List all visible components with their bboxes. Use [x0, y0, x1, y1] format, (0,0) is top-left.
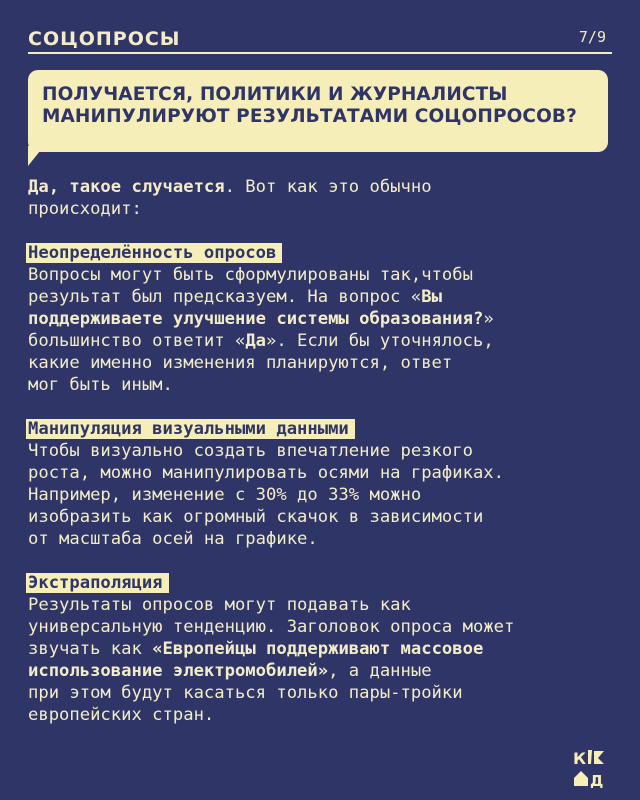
brand-logo — [572, 748, 606, 788]
section-extrapolation — [28, 572, 618, 726]
body-line: Чтобы визуально создать впечатление резкого — [28, 441, 473, 461]
question-line-1: ПОЛУЧАЕТСЯ, ПОЛИТИКИ И ЖУРНАЛИСТЫ — [42, 84, 508, 105]
body-line: поддерживаете улучшение системы образования?» — [28, 309, 494, 329]
body-line: от масштаба осей на графике. — [28, 529, 318, 549]
body-line: какие именно изменения планируются, ответ — [28, 353, 453, 373]
body-line: Вопросы могут быть сформулированы так,чтобы — [28, 265, 473, 285]
intro-line-2: происходит: — [28, 199, 142, 219]
section-uncertainty — [28, 242, 618, 396]
body-line: звучать как «Европейцы поддерживают массовое — [28, 639, 484, 659]
bubble-tail — [28, 146, 56, 166]
body-line: изобразить как огромный скачок в зависимости — [28, 507, 484, 527]
question-line-2: МАНИПУЛИРУЮТ РЕЗУЛЬТАТАМИ СОЦОПРОСОВ? — [42, 106, 577, 127]
intro-line-1 — [28, 176, 618, 198]
body-line: при этом будут касаться только пары-тройки — [28, 683, 463, 703]
body-line: мог быть иным. — [28, 375, 173, 395]
page-counter: 7/9 — [578, 28, 606, 46]
intro-bold: Да, такое случается — [28, 177, 225, 197]
logo-letter-top: К — [573, 749, 587, 768]
answer-content — [28, 176, 618, 726]
intro-rest: . Вот как это обычно — [224, 177, 432, 197]
logo-letter-bottom: Д — [590, 772, 604, 788]
section-heading: Неопределённость опросов — [26, 243, 282, 263]
body-line: большинство ответит «Да». Если бы уточнялось, — [28, 331, 494, 351]
section-visual-manipulation — [28, 418, 618, 550]
body-line: результат был предсказуем. На вопрос «Вы — [28, 287, 442, 307]
body-line: европейских стран. — [28, 705, 215, 725]
section-heading: Экстраполяция — [26, 573, 169, 593]
body-line: Результаты опросов могут подавать как — [28, 595, 411, 615]
body-line: роста, можно манипулировать осями на графиках. — [28, 463, 504, 483]
section-heading: Манипуляция визуальными данными — [26, 419, 355, 439]
body-line: универсальную тенденцию. Заголовок опроса может — [28, 617, 515, 637]
header-divider — [28, 52, 612, 54]
body-line: Например, изменение с 30% до 33% можно — [28, 485, 422, 505]
body-line: использование электромобилей», а данные — [28, 661, 432, 681]
question-bubble — [28, 70, 608, 152]
header-title: СОЦОПРОСЫ — [28, 28, 181, 50]
